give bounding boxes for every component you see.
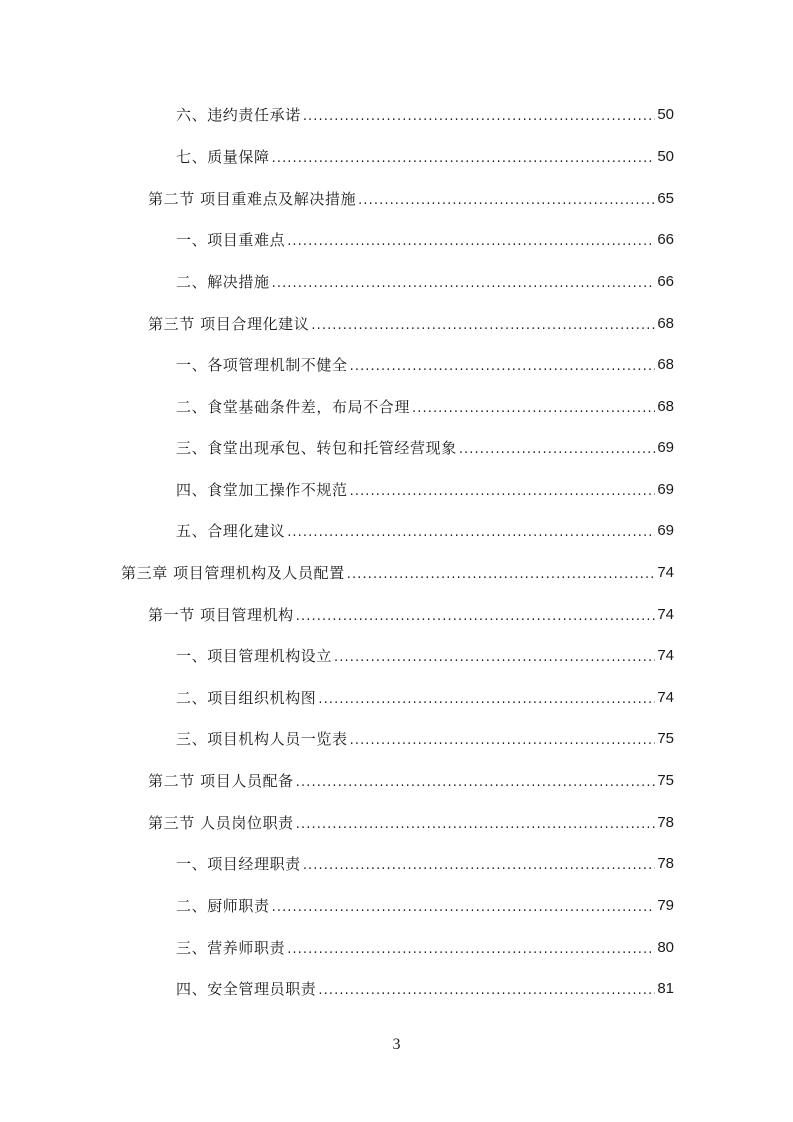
toc-entry-page: 65	[657, 190, 674, 207]
toc-entry[interactable]	[148, 603, 674, 627]
toc-entry-label: 七、质量保障	[176, 148, 270, 166]
toc-entry-page: 79	[657, 897, 674, 914]
toc-entry-label: 一、项目重难点	[176, 231, 286, 249]
toc-entry-page: 78	[657, 855, 674, 872]
toc-entry[interactable]	[176, 103, 674, 127]
toc-entry-page: 50	[657, 106, 674, 123]
dot-leader	[296, 773, 656, 793]
toc-entry[interactable]	[176, 478, 674, 502]
dot-leader	[350, 357, 656, 377]
toc-entry[interactable]	[176, 852, 674, 876]
toc-entry-page: 74	[657, 689, 674, 706]
toc-entry-page: 74	[657, 647, 674, 664]
toc-entry[interactable]	[121, 561, 674, 585]
toc-entry-page: 80	[657, 939, 674, 956]
toc-entry[interactable]	[176, 894, 674, 918]
toc-entry-label: 第一节 项目管理机构	[148, 606, 294, 624]
toc-entry-label: 二、项目组织机构图	[176, 689, 317, 707]
toc-entry-page: 50	[657, 148, 674, 165]
toc-entry-page: 74	[657, 564, 674, 581]
dot-leader	[287, 232, 655, 252]
toc-entry-page: 75	[657, 772, 674, 789]
dot-leader	[350, 731, 656, 751]
dot-leader	[358, 191, 655, 211]
toc-entry[interactable]	[148, 312, 674, 336]
dot-leader	[303, 856, 656, 876]
toc-entry[interactable]	[148, 811, 674, 835]
toc-entry-label: 五、合理化建议	[176, 522, 286, 540]
toc-entry-label: 二、解决措施	[176, 273, 270, 291]
toc-entry-label: 第三节 人员岗位职责	[148, 814, 294, 832]
dot-leader	[318, 981, 655, 1001]
toc-entry-page: 68	[657, 398, 674, 415]
toc-entry-page: 69	[657, 522, 674, 539]
toc-entry-page: 66	[657, 273, 674, 290]
toc-entry-label: 第三章 项目管理机构及人员配置	[121, 564, 345, 582]
toc-entry-label: 二、食堂基础条件差，布局不合理	[176, 398, 411, 416]
toc-entry-page: 78	[657, 814, 674, 831]
toc-entry[interactable]	[176, 977, 674, 1001]
dot-leader	[459, 440, 656, 460]
toc-entry-label: 四、食堂加工操作不规范	[176, 481, 348, 499]
toc-entry[interactable]	[176, 270, 674, 294]
toc-entry-label: 三、食堂出现承包、转包和托管经营现象	[176, 439, 457, 457]
dot-leader	[311, 316, 655, 336]
dot-leader	[350, 482, 656, 502]
toc-entry-page: 81	[657, 980, 674, 997]
toc-entry-label: 三、营养师职责	[176, 939, 286, 957]
toc-entry-page: 69	[657, 481, 674, 498]
toc-entry-label: 六、违约责任承诺	[176, 106, 301, 124]
toc-entry-page: 66	[657, 231, 674, 248]
toc-entry-page: 75	[657, 730, 674, 747]
page-number: 3	[392, 1036, 401, 1053]
toc-entry[interactable]	[176, 145, 674, 169]
dot-leader	[272, 898, 656, 918]
dot-leader	[272, 149, 656, 169]
toc-entry[interactable]	[176, 936, 674, 960]
toc-entry[interactable]	[176, 436, 674, 460]
toc-entry-page: 68	[657, 356, 674, 373]
toc-entry-label: 第二节 项目人员配备	[148, 772, 294, 790]
toc-entry-page: 68	[657, 315, 674, 332]
toc-entry-label: 第三节 项目合理化建议	[148, 315, 310, 333]
toc-entry-page: 69	[657, 439, 674, 456]
toc-entry-label: 一、项目管理机构设立	[176, 647, 333, 665]
toc-entry[interactable]	[176, 727, 674, 751]
toc-entry-label: 二、厨师职责	[176, 897, 270, 915]
dot-leader	[287, 940, 655, 960]
toc-entry-label: 四、安全管理员职责	[176, 980, 317, 998]
dot-leader	[296, 607, 656, 627]
toc-entry[interactable]	[176, 395, 674, 419]
dot-leader	[334, 648, 655, 668]
toc-entry-label: 一、项目经理职责	[176, 855, 301, 873]
toc-entry-label: 第二节 项目重难点及解决措施	[148, 190, 357, 208]
dot-leader	[296, 815, 656, 835]
toc-entry[interactable]	[176, 228, 674, 252]
dot-leader	[272, 274, 656, 294]
toc-entry-label: 一、各项管理机制不健全	[176, 356, 348, 374]
dot-leader	[303, 107, 656, 127]
dot-leader	[347, 565, 656, 585]
toc-entry[interactable]	[176, 353, 674, 377]
dot-leader	[318, 690, 655, 710]
toc-entry[interactable]	[176, 519, 674, 543]
toc-entry-page: 74	[657, 606, 674, 623]
toc-entry-label: 三、项目机构人员一览表	[176, 730, 348, 748]
toc-entry[interactable]	[176, 686, 674, 710]
toc-entry[interactable]	[176, 644, 674, 668]
dot-leader	[287, 523, 655, 543]
dot-leader	[412, 399, 655, 419]
toc-entry[interactable]	[148, 769, 674, 793]
toc-entry[interactable]	[148, 187, 674, 211]
